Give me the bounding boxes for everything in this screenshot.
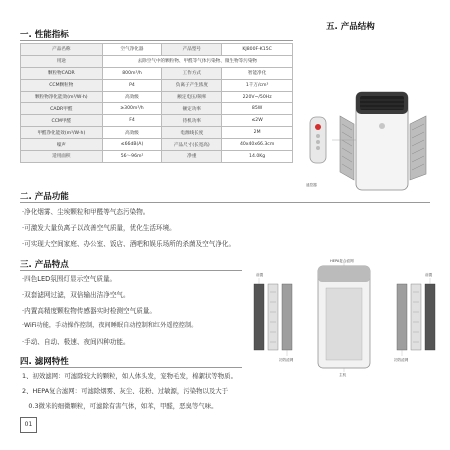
spec-value: 高效级 <box>102 91 162 103</box>
spec-key: 电源线长度 <box>162 127 222 139</box>
function-line: ·净化烟雾、尘埃颗粒和甲醛等气态污染物。 <box>22 208 150 216</box>
page-number: 01 <box>20 417 37 433</box>
spec-row <box>21 55 293 67</box>
section-title-feature: 三. 产品特点 <box>20 260 69 270</box>
remote-illustration <box>310 117 326 163</box>
activated-carbon-right-label: 初效滤网 <box>394 358 409 362</box>
spec-key: 净重 <box>162 151 222 163</box>
spec-value: P4 <box>102 79 162 91</box>
spec-key: 待机功率 <box>162 115 222 127</box>
spec-key: 适用面积 <box>21 151 103 163</box>
filter-line: 0.3微米的细微颗粒，可滤除有害气体，如苯，甲醛，恶臭等气味。 <box>22 402 218 410</box>
divider <box>20 40 293 41</box>
main-unit-label: 主机 <box>339 373 347 377</box>
feature-line: ·内置高精度颗粒物传感器实时检测空气质量。 <box>22 307 156 315</box>
spec-value: 高效级 <box>102 127 162 139</box>
spec-value: KJ800F-K15C <box>222 44 293 56</box>
spec-key: 产品名称 <box>21 44 103 56</box>
spec-value: 去除空气中的颗粒物、甲醛等气体污染物、微生物等污染物 <box>102 55 292 67</box>
section-title-filter: 四. 滤网特性 <box>20 357 69 367</box>
spec-key: CADR甲醛 <box>21 103 103 115</box>
spec-row <box>21 139 293 151</box>
spec-key: 噪声 <box>21 139 103 151</box>
filter-line: 1、初效滤网：可滤除较大的颗粒，如人体头发，宠物毛发，棉絮状等物质。 <box>22 372 237 380</box>
section-title-structure: 五. 产品结构 <box>326 22 375 32</box>
spec-row <box>21 103 293 115</box>
spec-key: 产品型号 <box>162 44 222 56</box>
prefilter-right-label: 前置 <box>425 273 433 277</box>
spec-key: 额定功率 <box>162 103 222 115</box>
divider <box>20 367 242 368</box>
divider <box>20 202 430 203</box>
divider <box>20 270 242 271</box>
spec-value: 1千万/cm³ <box>222 79 293 91</box>
feature-line: ·WiFi功能，手动操作控制，夜间睡眠自动控制和红外遥控控制。 <box>22 322 198 329</box>
product-image <box>300 80 440 195</box>
spec-key: 用途 <box>21 55 103 67</box>
remote-label: 遥控器 <box>306 183 317 187</box>
spec-value: 2M <box>222 127 293 139</box>
spec-key: 甲醛净化能效(m³/W·h) <box>21 127 103 139</box>
spec-value: ≤66dB(A) <box>102 139 162 151</box>
function-line: ·可实现大空间家庭、办公室、饭店、酒吧和娱乐场所的杀菌及空气净化。 <box>22 240 236 248</box>
spec-key: 负离子产生浓度 <box>162 79 222 91</box>
spec-key: 工作方式 <box>162 67 222 79</box>
exploded-diagram <box>248 258 440 378</box>
spec-row <box>21 91 293 103</box>
filter-line: 2、HEPA复合滤网：可滤除烟雾、灰尘、花粉、过敏源，污染物以及大于 <box>22 387 229 395</box>
spec-row <box>21 151 293 163</box>
spec-value: 56～96m² <box>102 151 162 163</box>
activated-carbon-left-label: 初效滤网 <box>279 358 294 362</box>
spec-row <box>21 44 293 56</box>
spec-row <box>21 79 293 91</box>
spec-key: 产品尺寸(长宽高) <box>162 139 222 151</box>
feature-line: ·手动、自动、极速、夜间四种功能。 <box>22 338 130 346</box>
spec-key: 颗粒物CADR <box>21 67 103 79</box>
spec-value: F4 <box>102 115 162 127</box>
spec-key: 颗粒物净化能效(m³/W·h) <box>21 91 103 103</box>
spec-key: CCM颗粒物 <box>21 79 103 91</box>
hepa-filter-label: HEPA复合滤网 <box>330 259 354 263</box>
spec-row <box>21 127 293 139</box>
spec-value: 220V~/50Hz <box>222 91 293 103</box>
section-title-function: 二. 产品功能 <box>20 192 69 202</box>
feature-line: ·双套滤网过滤，双倍输出洁净空气。 <box>22 291 130 299</box>
purifier-illustration <box>332 92 426 190</box>
function-line: ·可激发大量负离子以改善空气质量，优化生活环境。 <box>22 224 176 232</box>
spec-row <box>21 115 293 127</box>
feature-line: ·四色LED氛围灯显示空气质量。 <box>22 275 117 283</box>
spec-value: ≤2W <box>222 115 293 127</box>
spec-row <box>21 67 293 79</box>
spec-value: 14.0Kg <box>222 151 293 163</box>
spec-value: 40x40x66.3cm <box>222 139 293 151</box>
spec-value: 智能净化 <box>222 67 293 79</box>
spec-key: CCM甲醛 <box>21 115 103 127</box>
spec-table <box>20 43 293 163</box>
spec-value: 空气净化器 <box>102 44 162 56</box>
spec-key: 额定电压/频率 <box>162 91 222 103</box>
section-title-spec: 一. 性能指标 <box>20 30 69 40</box>
prefilter-left-label: 前置 <box>256 273 264 277</box>
spec-value: 800m³/h <box>102 67 162 79</box>
spec-value: 85W <box>222 103 293 115</box>
spec-value: ≥300m³/h <box>102 103 162 115</box>
